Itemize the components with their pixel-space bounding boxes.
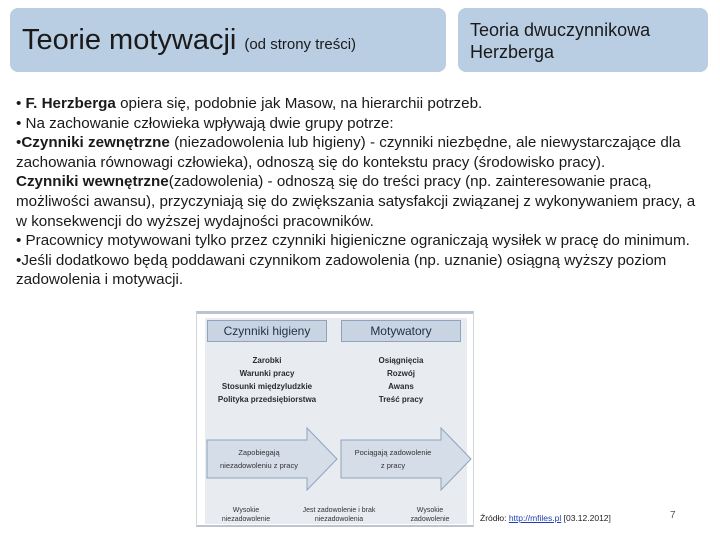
slide-title: Teorie motywacji bbox=[22, 23, 237, 56]
bullet: • bbox=[16, 134, 22, 152]
slide-title-box bbox=[10, 8, 446, 72]
motivators-list bbox=[339, 354, 463, 406]
hygiene-arrow-label bbox=[211, 446, 307, 472]
footer-line: niezadowolenie bbox=[221, 516, 271, 523]
paragraph-1 bbox=[16, 94, 708, 114]
arrow-label-line: z pracy bbox=[380, 461, 406, 470]
motivators-arrow-label bbox=[345, 446, 441, 472]
source-prefix: Źródło: bbox=[480, 513, 509, 523]
paragraph-6: •Jeśli dodatkowo będą poddawani czynnikom zadowolenia (np. uznanie) osiągną wyższy poziom zadowolenia i motywacji. bbox=[16, 251, 667, 289]
internal-factors-term: Czynniki wewnętrzne bbox=[16, 173, 169, 191]
list-item: Osiągnięcia bbox=[378, 356, 424, 365]
list-item: Rozwój bbox=[387, 369, 415, 378]
paragraph-4 bbox=[16, 172, 708, 231]
slide-title-subtext: (od strony treści) bbox=[244, 35, 357, 53]
paragraph-1-text: opiera się, podobnie jak Masow, na hierarchii potrzeb. bbox=[115, 95, 483, 112]
paragraph-5: • Pracownicy motywowani tylko przez czynniki higieniczne ograniczają wysiłek w pracę do minimum. bbox=[16, 232, 690, 250]
list-item: Stosunki międzyludzkie bbox=[221, 382, 313, 391]
arrow-label-line: Zapobiegają bbox=[238, 448, 280, 457]
arrow-label-line: niezadowoleniu z pracy bbox=[220, 461, 298, 470]
diagram-background bbox=[205, 318, 467, 524]
footer-line: Jest zadowolenie i brak bbox=[302, 507, 376, 514]
source-citation bbox=[480, 513, 611, 523]
subtitle-line-1: Teoria dwuczynnikowa bbox=[470, 20, 651, 40]
herzberg-diagram bbox=[196, 311, 474, 527]
slide-subtitle-box bbox=[458, 8, 708, 72]
source-date: [03.12.2012] bbox=[561, 513, 611, 523]
subtitle-line-2: Herzberga bbox=[470, 42, 555, 62]
hygiene-factors-list bbox=[205, 354, 329, 406]
footer-line: Wysokie bbox=[232, 507, 260, 514]
herzberg-name: F. Herzberga bbox=[25, 95, 116, 112]
body-text bbox=[16, 94, 708, 290]
arrow-label-line: Pociągają zadowolenie bbox=[354, 448, 432, 457]
footer-neutral bbox=[291, 506, 387, 524]
source-link[interactable]: http://mfiles.pl bbox=[508, 513, 562, 523]
external-factors-term: Czynniki zewnętrzne bbox=[21, 134, 170, 152]
footer-high-dissatisfaction bbox=[211, 506, 281, 524]
footer-line: Wysokie bbox=[416, 507, 444, 514]
hygiene-factors-header: Czynniki higieny bbox=[207, 320, 327, 342]
paragraph-4-text: (zadowolenia) - odnoszą się do treści pracy (np. zainteresowanie pracą, możliwości awansu), przyczyniają się do zwiększania satysfakcji związanej z wykonywaniem pracy, a w konsekwencji do wyższej wydajności pracowników. bbox=[16, 173, 696, 230]
paragraph-2: • Na zachowanie człowieka wpływają dwie grupy potrze: bbox=[16, 114, 394, 132]
paragraph-3-text: (niezadowolenia lub higieny) - czynniki niezbędne, ale niewystarczające dla zachowania równowagi człowieka), odnoszą się do kontekstu pracy (środowisko pracy). bbox=[16, 134, 681, 171]
list-item: Zarobki bbox=[252, 356, 282, 365]
footer-line: zadowolenie bbox=[410, 516, 450, 523]
page-number: 7 bbox=[670, 510, 676, 521]
footer-high-satisfaction bbox=[395, 506, 465, 524]
list-item: Warunki pracy bbox=[239, 369, 295, 378]
bullet: • bbox=[16, 95, 26, 112]
list-item: Polityka przedsiębiorstwa bbox=[217, 395, 317, 404]
motivators-header: Motywatory bbox=[341, 320, 461, 342]
paragraph-3 bbox=[16, 133, 708, 172]
footer-line: niezadowolenia bbox=[314, 516, 364, 523]
list-item: Awans bbox=[388, 382, 414, 391]
list-item: Treść pracy bbox=[378, 395, 424, 404]
